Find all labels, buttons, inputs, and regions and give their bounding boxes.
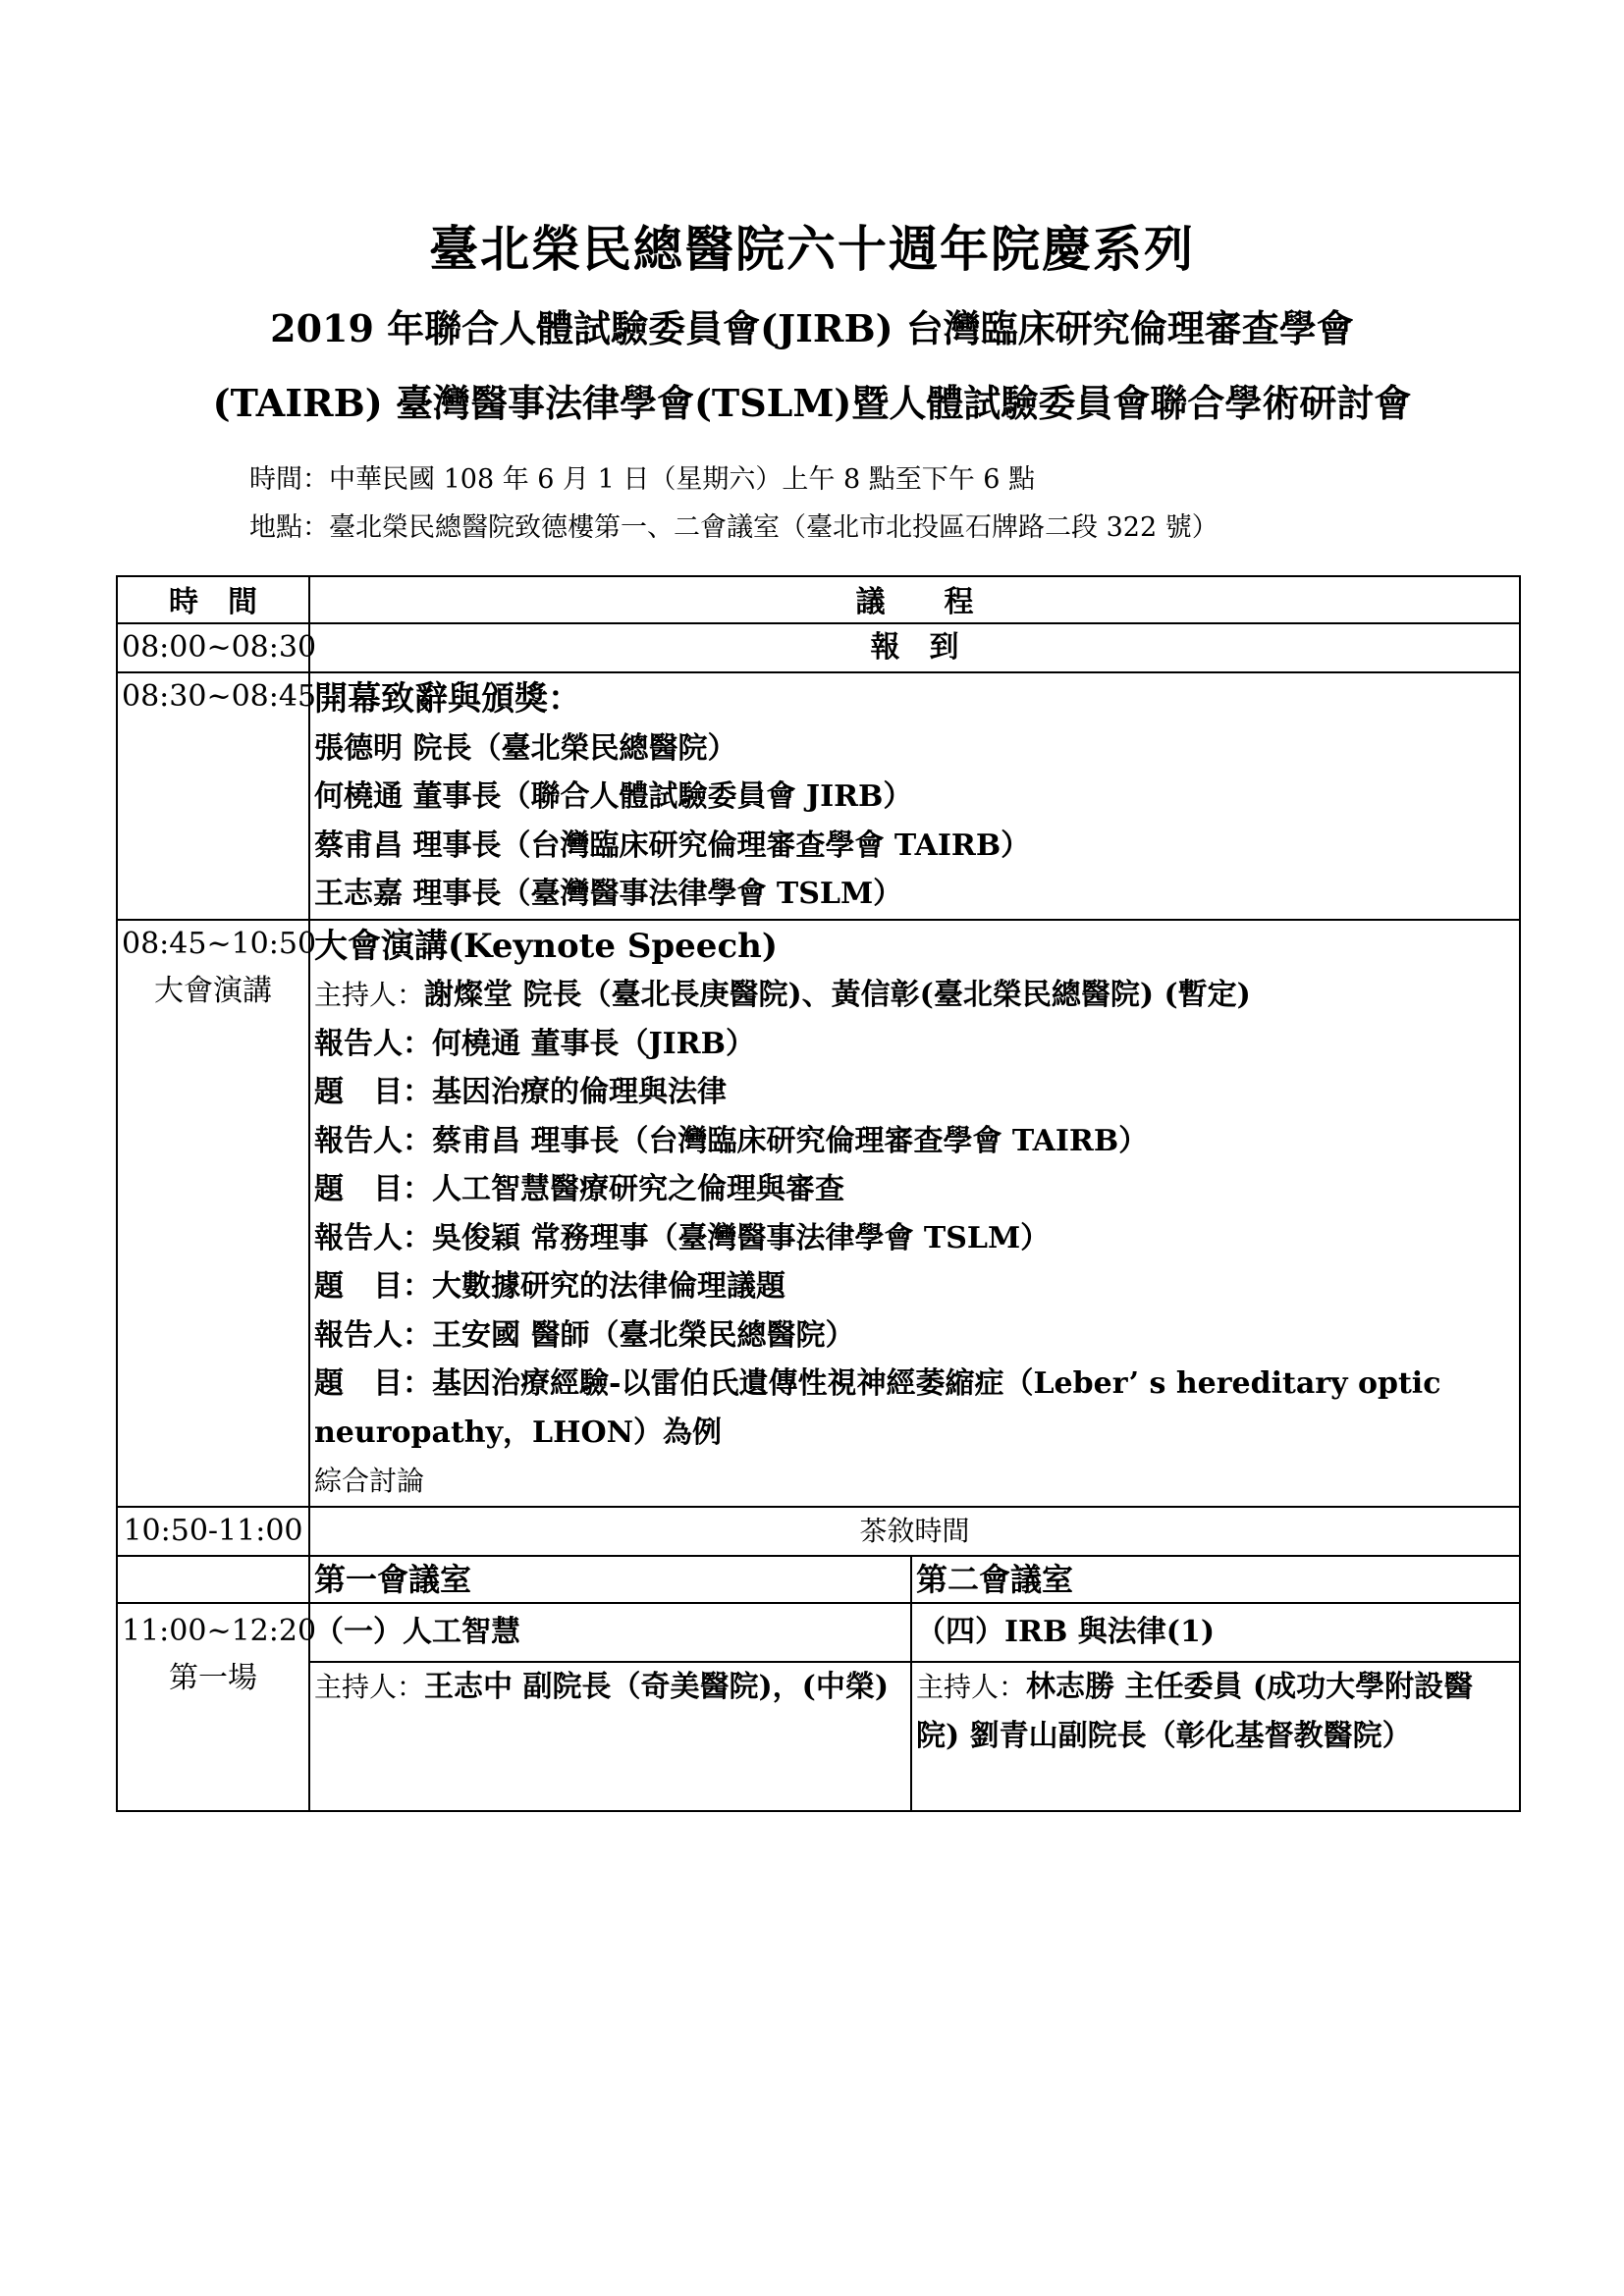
host-label: 主持人： [314,979,425,1011]
room-2-heading: 第二會議室 [911,1556,1520,1603]
table-row [117,623,1520,672]
table-row [117,1662,1520,1811]
table-row [117,1507,1520,1556]
session-4-title: （四）IRB 與法律(1) [911,1603,1520,1662]
table-row [117,1603,1520,1662]
host-names: 林志勝 主任委員 (成功大學附設醫院) 劉青山副院長（彰化基督教醫院） [916,1669,1474,1753]
list-item: 報告人：王安國 醫師（臺北榮民總醫院） [314,1317,855,1353]
row-time: 11:00~12:20 [122,1613,317,1648]
row-time: 10:50-11:00 [117,1507,309,1556]
agenda-table [116,575,1521,1812]
table-header-row [117,576,1520,623]
header-agenda: 議 程 [309,576,1520,623]
tea-break-cell: 茶敘時間 [309,1507,1520,1556]
list-item: 題 目：人工智慧醫療研究之倫理與審查 [314,1172,844,1206]
list-item: 題 目：大數據研究的法律倫理議題 [314,1269,785,1304]
registration-cell: 報 到 [309,623,1520,672]
table-row [117,1556,1520,1603]
list-item: 報告人：蔡甫昌 理事長（台灣臨床研究倫理審查學會 TAIRB） [314,1123,1149,1158]
row-time-cell [117,1603,317,1811]
list-item: 王志嘉 理事長（臺灣醫事法律學會 TSLM） [314,877,903,911]
table-row [117,920,1520,1507]
session-1-title: （一）人工智慧 [309,1603,911,1662]
room-1-heading: 第一會議室 [309,1556,911,1603]
row-time: 08:30~08:45 [117,672,309,920]
session-4-host [911,1662,1520,1811]
event-place: 地點：臺北榮民總醫院致德樓第一、二會議室（臺北市北投區石牌路二段 322 號） [249,512,1218,543]
host-label: 主持人： [916,1670,1027,1703]
list-item: 報告人：何橈通 董事長（JIRB） [314,1026,755,1061]
session-1-host [309,1662,911,1811]
list-item: 報告人：吳俊穎 常務理事（臺灣醫事法律學會 TSLM） [314,1220,1051,1255]
list-item: neuropathy，LHON）為例 [314,1415,723,1450]
header-time: 時 間 [117,576,309,623]
document-subtitle-2: (TAIRB) 臺灣醫事法律學會(TSLM)暨人體試驗委員會聯合學術研討會 [212,381,1412,425]
keynote-heading: 大會演講(Keynote Speech) [314,926,778,966]
opening-heading: 開幕致辭與頒獎： [314,679,581,719]
host-names: 謝燦堂 院長（臺北長庚醫院)、黃信彰(臺北榮民總醫院) (暫定) [424,978,1251,1012]
row-label: 第一場 [169,1660,257,1695]
row-label: 大會演講 [154,973,272,1008]
document-title: 臺北榮民總醫院六十週年院慶系列 [429,220,1195,278]
list-item: 題 目：基因治療經驗-以雷伯氏遺傳性視神經萎縮症（Leber’ s hereditary optic [314,1366,1441,1401]
event-time: 時間：中華民國 108 年 6 月 1 日（星期六）上午 8 點至下午 6 點 [249,464,1036,495]
host-names: 王志中 副院長（奇美醫院)，(中榮) [424,1669,890,1704]
row-time: 08:45~10:50 [122,926,317,961]
list-item: 何橈通 董事長（聯合人體試驗委員會 JIRB） [314,779,913,814]
list-item: 題 目：基因治療的倫理與法律 [314,1075,727,1109]
row-time-cell [117,920,317,1507]
keynote-host [314,971,1515,1020]
opening-cell [309,672,1520,920]
list-item: 蔡甫昌 理事長（台灣臨床研究倫理審查學會 TAIRB） [314,828,1031,863]
host-label: 主持人： [314,1670,425,1703]
row-time: 08:00~08:30 [117,623,309,672]
keynote-cell [309,920,1520,1507]
discussion: 綜合討論 [314,1465,425,1497]
document-subtitle-1: 2019 年聯合人體試驗委員會(JIRB) 台灣臨床研究倫理審查學會 [270,306,1354,350]
list-item: 張德明 院長（臺北榮民總醫院） [314,730,737,766]
table-row [117,672,1520,920]
empty-cell [117,1556,309,1603]
